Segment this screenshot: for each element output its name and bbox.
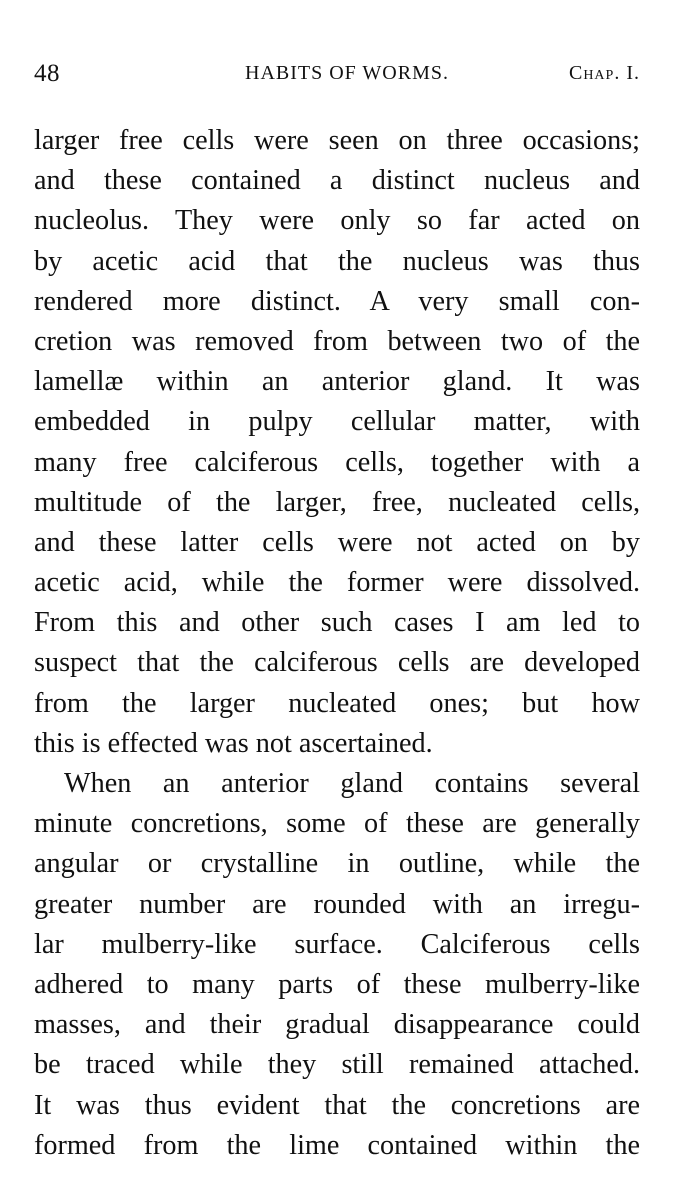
paragraph-end-line: this is effected was not ascertained. [34, 727, 433, 759]
text-line: From this and other such cases I am led to [34, 607, 640, 639]
text-line: multitude of the larger, free, nucleated cells, [34, 486, 640, 518]
text-line: suspect that the calciferous cells are developed [34, 647, 640, 679]
running-title: HABITS OF WORMS. [245, 62, 449, 84]
text-line: masses, and their gradual disappearance could [34, 1009, 640, 1041]
text-line: rendered more distinct. A very small con- [34, 285, 640, 317]
text-line: and these contained a distinct nucleus and [34, 165, 640, 197]
text-line: adhered to many parts of these mulberry-like [34, 968, 640, 1000]
text-line: by acetic acid that the nucleus was thus [34, 245, 640, 277]
text-line: cretion was removed from between two of the [34, 325, 640, 357]
text-line: many free calciferous cells, together with a [34, 446, 640, 478]
text-line: acetic acid, while the former were dissolved. [34, 567, 640, 599]
text-line: from the larger nucleated ones; but how [34, 687, 640, 719]
text-line: lar mulberry-like surface. Calciferous cells [34, 928, 640, 960]
paragraph-start-line: When an anterior gland contains several [64, 768, 640, 799]
chapter-label: Chap. I. [568, 62, 640, 84]
text-line: formed from the lime contained within the [34, 1129, 640, 1161]
text-line: lamellæ within an anterior gland. It was [34, 366, 640, 398]
text-line: embedded in pulpy cellular matter, with [34, 406, 640, 438]
text-line: It was thus evident that the concretions are [34, 1089, 640, 1121]
page-header [34, 60, 640, 90]
text-line: be traced while they still remained attached. [34, 1049, 640, 1081]
text-line: greater number are rounded with an irregu- [34, 888, 640, 920]
page-number: 48 [34, 60, 60, 87]
text-line: and these latter cells were not acted on by [34, 526, 640, 558]
body-text [34, 121, 640, 1166]
text-line: nucleolus. They were only so far acted on [34, 205, 640, 237]
text-line: angular or crystalline in outline, while the [34, 848, 640, 880]
text-line: larger free cells were seen on three occasions; [34, 125, 640, 156]
text-line: minute concretions, some of these are generally [34, 808, 640, 840]
